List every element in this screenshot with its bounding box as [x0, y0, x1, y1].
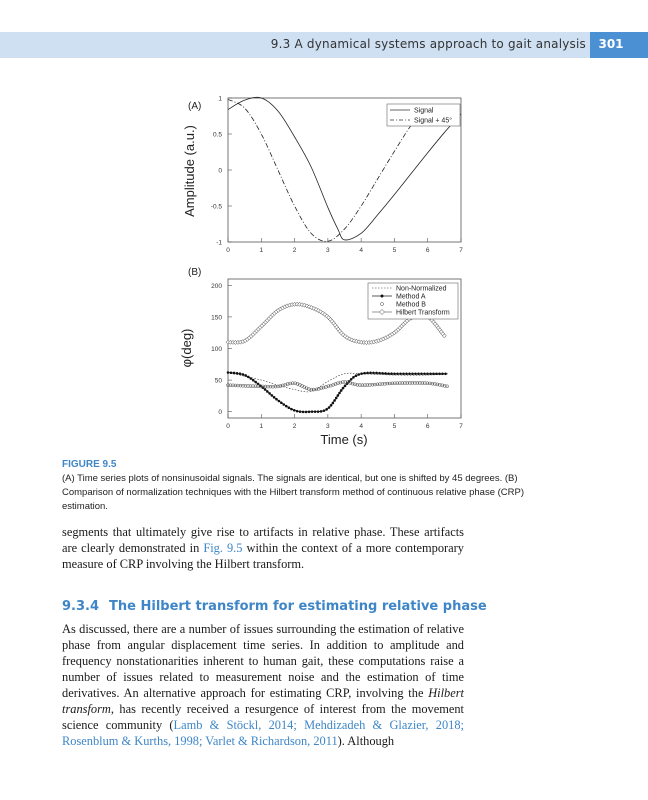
- data-point: [387, 372, 390, 375]
- legend-signal-shifted: Signal + 45°: [414, 117, 453, 125]
- data-point: [230, 371, 233, 374]
- figure-caption: [62, 458, 562, 514]
- running-header-title: 9.3 A dynamical systems approach to gait analysis: [270, 37, 586, 51]
- data-point: [357, 373, 360, 376]
- data-point: [369, 372, 372, 375]
- panel-b-y-ticks: [211, 283, 232, 416]
- data-point: [420, 372, 423, 375]
- y-tick-label: 100: [211, 346, 222, 353]
- data-point: [363, 372, 366, 375]
- data-point: [311, 410, 314, 413]
- data-point: [268, 392, 271, 395]
- data-point: [282, 403, 285, 406]
- data-point: [325, 408, 328, 411]
- y-tick-label: -0.5: [210, 203, 222, 211]
- legend-method-b: Method B: [396, 301, 426, 309]
- data-point: [250, 377, 253, 380]
- series-line-non-normalized: [228, 373, 448, 392]
- paragraph-2-text-3: ). Although: [337, 734, 395, 748]
- x-tick-label: 7: [459, 247, 463, 254]
- x-tick-label: 1: [259, 247, 264, 254]
- data-point: [275, 398, 278, 401]
- x-tick-label: 3: [326, 247, 330, 254]
- data-point: [350, 378, 353, 381]
- data-point: [429, 372, 432, 375]
- panel-b-label: (B): [188, 267, 202, 278]
- data-point: [332, 402, 335, 405]
- data-point: [296, 410, 299, 413]
- data-point: [372, 372, 375, 375]
- data-point: [323, 409, 326, 412]
- data-point: [328, 406, 331, 409]
- panel-a-label: (A): [188, 101, 202, 112]
- x-tick-label: 2: [292, 423, 297, 430]
- data-point: [381, 372, 384, 375]
- figure-link[interactable]: Fig. 9.5: [203, 541, 243, 555]
- paragraph-2-italic: Hilbert transform: [62, 686, 464, 716]
- data-point: [360, 372, 363, 375]
- section-title: The Hilbert transform for estimating relative phase: [109, 599, 487, 614]
- panel-a-legend: [387, 104, 460, 126]
- panel-a-ylabel: Amplitude (a.u.): [182, 125, 197, 217]
- data-point: [393, 372, 396, 375]
- data-point: [233, 372, 236, 375]
- x-tick-label: 0: [226, 423, 230, 430]
- data-point: [411, 372, 414, 375]
- x-tick-label: 0: [226, 247, 230, 254]
- data-point: [244, 374, 247, 377]
- paragraph-2: [62, 621, 464, 749]
- x-tick-label: 4: [359, 247, 363, 254]
- data-point: [390, 372, 393, 375]
- data-point: [290, 408, 293, 411]
- data-point: [302, 411, 305, 414]
- data-point: [399, 372, 402, 375]
- data-point: [426, 372, 429, 375]
- data-point: [340, 389, 343, 392]
- data-point: [264, 388, 267, 391]
- data-point: [435, 372, 438, 375]
- x-tick-label: 5: [392, 423, 397, 430]
- data-point: [271, 394, 274, 397]
- legend-hilbert: Hilbert Transform: [396, 309, 450, 317]
- data-point: [337, 394, 340, 397]
- figure-caption-text: (A) Time series plots of nonsinusoidal signals. The signals are identical, but one is shifted by 45 degrees. (B) Comparison of normalization techniques with the Hilbert transform method of continuous relative phase (CRP) estimation.: [62, 473, 525, 512]
- page-number: 301: [598, 37, 624, 51]
- data-point: [236, 372, 239, 375]
- data-point: [335, 397, 338, 400]
- panel-b-legend: [368, 283, 458, 319]
- data-point: [254, 381, 257, 384]
- data-point: [314, 410, 317, 413]
- x-tick-label: 7: [459, 423, 463, 430]
- data-point: [288, 406, 291, 409]
- data-point: [384, 372, 387, 375]
- data-point: [278, 400, 281, 403]
- data-point: [333, 399, 336, 402]
- y-tick-label: 200: [211, 282, 222, 290]
- x-tick-label: 4: [359, 423, 363, 430]
- data-point: [375, 372, 378, 375]
- data-point: [417, 372, 420, 375]
- legend-method-a: Method A: [396, 293, 426, 301]
- panel-b-xlabel: Time (s): [320, 432, 368, 447]
- y-tick-label: 0: [218, 409, 222, 417]
- data-point: [308, 410, 311, 413]
- data-point: [330, 404, 333, 407]
- paragraph-1-text: segments that ultimately give rise to artifacts in relative phase. These artifacts are clearly demonstrated in: [62, 525, 464, 555]
- data-point: [438, 372, 441, 375]
- data-point: [355, 374, 358, 377]
- data-point: [280, 401, 283, 404]
- paragraph-1: [62, 524, 464, 572]
- y-tick-label: -1: [216, 239, 222, 247]
- y-tick-label: 50: [214, 377, 222, 385]
- data-point: [252, 379, 255, 382]
- data-point: [352, 376, 355, 379]
- paragraph-2-text-2: , has recently received a resurgence of interest from the movement science community (: [62, 702, 464, 732]
- data-point: [423, 372, 426, 375]
- data-point: [239, 372, 242, 375]
- panel-b-ylabel: φ(deg): [179, 328, 194, 368]
- y-tick-label: 150: [211, 314, 222, 322]
- panel-a-x-ticks: [226, 238, 463, 254]
- data-point: [342, 387, 345, 390]
- x-tick-label: 3: [326, 423, 330, 430]
- data-point: [338, 392, 341, 395]
- citation-links[interactable]: Lamb & Stöckl, 2014; Mehdizadeh & Glazier, 2018; Rosenblum & Kurths, 1998; Varlet & Richardson, 2011: [62, 718, 464, 748]
- paragraph-2-text: As discussed, there are a number of issues surrounding the estimation of relative phase from angular displacement time series. In addition to amplitude and frequency nonstationarities inherent to human gait, these computations raise a number of issues related to measurement noise and the estimation of time derivatives. An alternative approach for estimating CRP, involving the: [62, 622, 464, 700]
- data-point: [414, 372, 417, 375]
- data-point: [402, 372, 405, 375]
- data-point: [293, 409, 296, 412]
- data-point: [396, 372, 399, 375]
- x-tick-label: 5: [392, 247, 397, 254]
- legend-non-normalized: Non-Normalized: [396, 285, 447, 293]
- data-point: [432, 372, 435, 375]
- data-point: [405, 372, 408, 375]
- data-point: [444, 372, 447, 375]
- section-number: 9.3.4: [62, 599, 100, 614]
- data-point: [366, 372, 369, 375]
- figure-label: FIGURE 9.5: [62, 459, 117, 470]
- data-point: [344, 385, 347, 388]
- x-tick-label: 1: [259, 423, 264, 430]
- data-point: [305, 411, 308, 414]
- data-point: [317, 410, 320, 413]
- paragraph-1-text-end: within the context of a more contemporary measure of CRP involving the Hilbert transform.: [62, 541, 464, 571]
- x-tick-label: 6: [425, 423, 430, 430]
- panel-b-x-ticks: [226, 414, 463, 430]
- data-point: [408, 372, 411, 375]
- data-point: [441, 372, 444, 375]
- data-point: [378, 372, 381, 375]
- data-point: [227, 371, 230, 374]
- legend-signal: Signal: [414, 107, 434, 115]
- x-tick-label: 2: [292, 247, 297, 254]
- x-tick-label: 6: [425, 247, 430, 254]
- panel-a-y-ticks: [211, 96, 232, 247]
- y-tick-label: 0.5: [212, 131, 222, 139]
- section-heading: [62, 599, 487, 614]
- series-line-method-a: [228, 373, 448, 412]
- data-point: [299, 410, 302, 413]
- data-point: [242, 373, 245, 376]
- data-point: [285, 405, 288, 408]
- y-tick-label: 1: [218, 95, 222, 103]
- data-point: [247, 376, 250, 379]
- data-point: [266, 390, 269, 393]
- y-tick-label: 0: [218, 167, 222, 175]
- data-point: [320, 410, 323, 413]
- data-point: [273, 396, 276, 399]
